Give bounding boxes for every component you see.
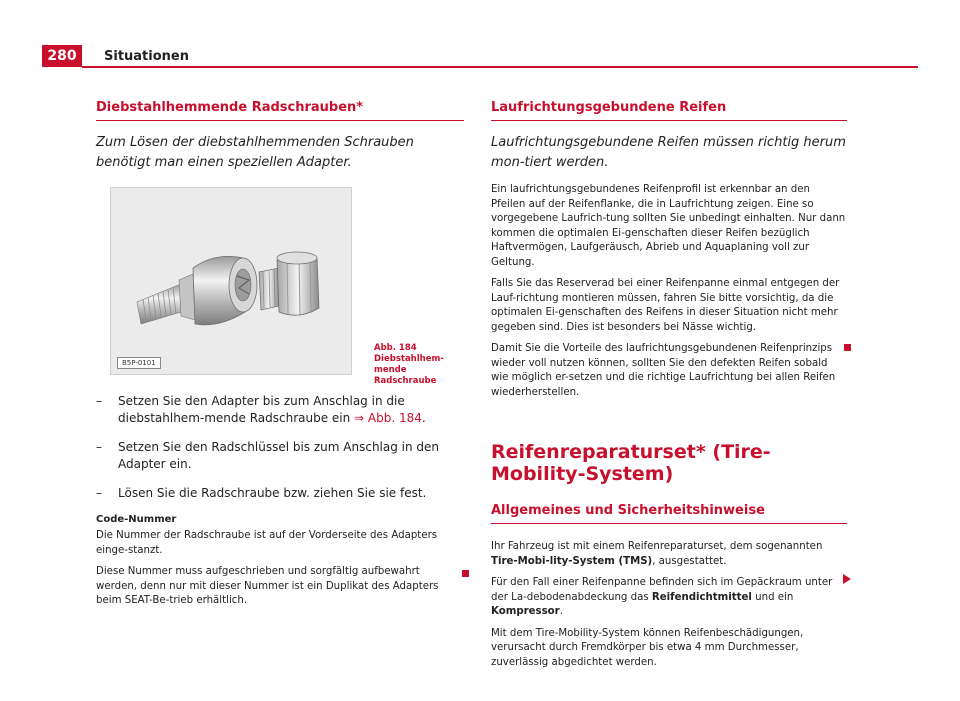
figure-block (96, 187, 464, 386)
wheel-bolt-illustration (111, 188, 351, 374)
chapter-title-tms: Reifenreparaturset* (Tire-Mobility-System) (491, 441, 771, 485)
step-item (96, 485, 464, 502)
code-number-heading: Code-Nummer (96, 514, 177, 525)
step-dash: – (96, 486, 102, 500)
bolt-shank (137, 284, 181, 324)
section-heading-anti-theft: Diebstahlhemmende Radschrauben* (96, 100, 464, 121)
step-item (96, 439, 464, 473)
code-paragraph-1: Die Nummer der Radschraube ist auf der Vorderseite des Adapters einge-stanzt. (96, 530, 438, 556)
wheel-bolt-figure (110, 187, 352, 375)
section-end-marker (462, 570, 469, 577)
step-dash: – (96, 440, 102, 454)
section-end-marker (844, 344, 851, 351)
tms-paragraph-1: Ihr Fahrzeug ist mit einem Reifenreparaturset, dem sogenannten Tire-Mobi-lity-System (TMS), ausgestattet. (491, 541, 823, 567)
continue-arrow-icon (843, 574, 851, 584)
directional-paragraph-2: Falls Sie das Reserverad bei einer Reifenpanne einmal entgegen der Lauf-richtung montieren müssen, fahren Sie bitte vorsichtig, da die optimalen Ei-genschaften des Reifens in dieser Situation nicht mehr gegeben sind. Dies ist besonders bei Nässe wichtig. (491, 278, 840, 333)
directional-paragraph-1: Ein laufrichtungsgebundenes Reifenprofil ist erkennbar an den Pfeilen auf der Reifenflanke, die in Laufrichtung zeigen. Eine so vorgegebene Laufrich-tung sollten Sie unbedingt einhalten. Nur dann kommen die optimalen Ei-genschaften dieser Reifen bezüglich Haftvermögen, Laufgeräusch, Abrieb und Aquaplaning voll zur Geltung. (491, 184, 846, 268)
step-dash: – (96, 394, 102, 408)
step-end: . (421, 411, 426, 425)
code-paragraph-2: Diese Nummer muss aufgeschrieben und sorgfältig aufbewahrt werden, denn nur mit dieser Nummer ist ein Duplikat des Adapters beim SEAT-Be-trieb erhältlich. (96, 566, 439, 606)
adapter (259, 252, 319, 316)
right-column (491, 100, 847, 677)
figure-code: B5P-0101 (117, 357, 161, 369)
left-column (96, 100, 464, 616)
step-text: Setzen Sie den Adapter bis zum Anschlag in die diebstahlhem-mende Radschraube ein (118, 394, 405, 425)
tms-paragraph-3: Mit dem Tire-Mobility-System können Reifenbeschädigungen, verursacht durch Fremdkörper bis etwa 4 mm Durchmesser, zuverlässig abgedichtet werden. (491, 627, 804, 668)
step-text: Lösen Sie die Radschraube bzw. ziehen Sie sie fest. (118, 486, 427, 500)
intro-anti-theft: Zum Lösen der diebstahlhemmenden Schrauben benötigt man einen speziellen Adapter. (96, 135, 414, 170)
figure-caption: Abb. 184 Diebstahlhem-mende Radschraube (374, 343, 444, 386)
intro-directional-tyres: Laufrichtungsgebundene Reifen müssen richtig herum mon-tiert werden. (491, 135, 846, 170)
step-item (96, 393, 464, 427)
directional-paragraph-3: Damit Sie die Vorteile des laufrichtungsgebundenen Reifenprinzips wieder voll nutzen können, sollten Sie den defekten Reifen sobald wie möglich er-setzen und die richtige Laufrichtung bei allen Reifen wiederherstellen. (491, 343, 836, 398)
subsection-title-general: Allgemeines und Sicherheitshinweise (491, 503, 847, 524)
page-number: 280 (42, 45, 82, 67)
header-rule (82, 66, 918, 68)
running-header: Situationen (104, 49, 189, 64)
step-text: Setzen Sie den Radschlüssel bis zum Anschlag in den Adapter ein. (118, 440, 440, 471)
bolt-head (193, 256, 257, 324)
figure-reference-link[interactable]: ⇒ Abb. 184 (354, 411, 422, 425)
step-list (96, 393, 464, 502)
tms-paragraph-2: Für den Fall einer Reifenpanne befinden sich im Gepäckraum unter der La-debodenabdeckung das Reifendichtmittel und ein Kompressor. (491, 577, 833, 617)
bolt-collar (179, 274, 195, 320)
section-heading-directional-tyres: Laufrichtungsgebundene Reifen (491, 100, 847, 121)
